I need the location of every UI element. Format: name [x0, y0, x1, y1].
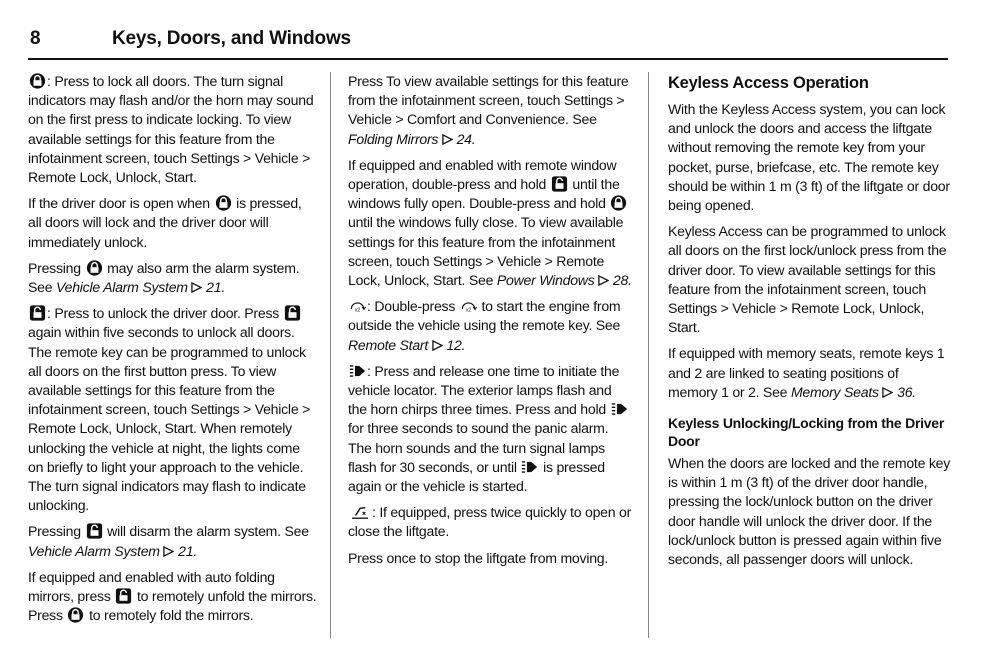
unlock-paragraph: : Press to unlock the driver door. Press again within five seconds to unlock all doors. The remote key can be programmed to unlock all doors on the first button press. To view available settings for this feature from the infotainment screen, touch Settings > Vehicle > Remote Lock, Unlock, Start. When remotely unlocking the vehicle at night, the lights come on briefly to light your approach to the vehicle. The turn signal indicators may flash to indicate unlocking.	[28, 305, 311, 514]
unlock-icon	[284, 305, 301, 321]
unlock-icon	[551, 176, 568, 192]
keyless-paragraph-1: With the Keyless Access system, you can lock and unlock the doors and access the liftgate without removing the remote key from your pocket, purse, briefcase, etc. The remote key should be within 1 m (3 ft) of the liftgate or door being opened.	[668, 101, 950, 214]
memory-seats-paragraph: If equipped with memory seats, remote keys 1 and 2 are linked to seating positions of memory 1 or 2. See Memory Seats 36.	[668, 345, 945, 400]
driver-door-paragraph: When the doors are locked and the remote key is within 1 m (3 ft) of the driver door handle, pressing the lock/unlock button on the driver door handle will unlock the driver door. If the lock/unlock button is pressed again within five seconds, all passenger doors will unlock.	[668, 455, 951, 568]
lock-icon	[86, 260, 103, 276]
remote-start-reference-link[interactable]: Remote Start	[348, 336, 429, 353]
mirror-settings-paragraph: Press To view available settings for this feature from the infotainment screen, touch Settings > Vehicle > Comfort and Convenience. See Folding Mirrors 24.	[348, 73, 629, 147]
lock-icon	[215, 195, 232, 211]
column-3	[668, 72, 950, 576]
page-header	[28, 26, 948, 60]
vehicle-locator-panic-icon	[349, 363, 366, 379]
vehicle-locator-panic-icon	[611, 401, 628, 417]
column-1	[28, 72, 318, 632]
page-reference-triangle-icon	[598, 275, 609, 286]
column-divider-2	[648, 72, 649, 638]
folding-mirrors-paragraph: If equipped and enabled with auto folding mirrors, press to remotely unfold the mirrors. Press to remotely fold the mirrors.	[28, 568, 317, 624]
alarm-reference-link[interactable]: Vehicle Alarm System	[56, 279, 188, 296]
lock-icon	[610, 195, 627, 211]
disarm-alarm-paragraph: Pressing will disarm the alarm system. See Vehicle Alarm System 21.	[28, 523, 309, 559]
folding-mirrors-reference-link[interactable]: Folding Mirrors	[348, 130, 439, 147]
chapter-title: Keys, Doors, and Windows	[112, 28, 351, 49]
subsection-heading: Keyless Unlocking/Locking from the Driver Door	[668, 415, 945, 450]
svg-text:x2: x2	[354, 307, 361, 314]
memory-seats-reference-link[interactable]: Memory Seats	[790, 383, 879, 400]
power-windows-reference-link[interactable]: Power Windows	[496, 272, 595, 289]
remote-start-icon	[460, 298, 477, 314]
unlock-icon	[29, 305, 46, 321]
driver-door-open-paragraph: If the driver door is open when is pressed, all doors will lock and the driver door will immediately unlock.	[28, 195, 302, 250]
liftgate-icon	[349, 504, 371, 520]
page-reference-triangle-icon	[442, 134, 453, 145]
vehicle-locator-paragraph: : Press and release one time to initiate the vehicle locator. The exterior lamps flash and the horn chirps three times. Press and hold for three seconds to sound the panic alarm. The horn sounds and the turn signal lamps flash for 30 seconds, or until is pressed again or the vehicle is started.	[348, 362, 632, 496]
liftgate-paragraph: : If equipped, press twice quickly to open or close the liftgate.	[348, 504, 632, 540]
liftgate-stop-paragraph: Press once to stop the liftgate from moving.	[348, 549, 609, 566]
vehicle-locator-panic-icon	[521, 459, 538, 475]
lock-icon	[29, 73, 46, 89]
page-reference-triangle-icon	[191, 282, 202, 293]
unlock-icon	[86, 523, 103, 539]
section-heading: Keyless Access Operation	[668, 74, 869, 92]
remote-window-paragraph: If equipped and enabled with remote window operation, double-press and hold until the windows fully open. Double-press and hold until the windows fully close. To view available settings for this feature from the infotainment screen, touch Settings > Vehicle > Remote Lock, Unlock, Start. See Power Windows 28.	[348, 156, 632, 289]
page-reference-triangle-icon	[432, 340, 443, 351]
remote-start-icon	[349, 298, 366, 314]
keyless-paragraph-2: Keyless Access can be programmed to unlock all doors on the first lock/unlock press from the driver door. To view available settings for this feature from the infotainment screen, touch Settings > Vehicle > Remote Lock, Unlock, Start.	[668, 223, 947, 336]
page-number: 8	[30, 28, 41, 49]
column-2	[348, 72, 632, 575]
lock-icon	[67, 607, 84, 623]
page-reference-triangle-icon	[882, 387, 893, 398]
arm-alarm-paragraph: Pressing may also arm the alarm system. See Vehicle Alarm System 21.	[28, 259, 300, 296]
unlock-icon	[115, 588, 132, 604]
svg-text:x2: x2	[465, 307, 471, 314]
alarm-reference-link[interactable]: Vehicle Alarm System	[28, 542, 160, 559]
remote-start-paragraph: x2 : Double-press x2 to start the engine from outside the vehicle using the remote key. See Remote Start 12.	[348, 298, 621, 353]
lock-paragraph: : Press to lock all doors. The turn signal indicators may flash and/or the horn may sound on the first press to indicate locking. To view available settings for this feature from the infotainment screen, touch Settings > Vehicle > Remote Lock, Unlock, Start.	[28, 73, 314, 186]
column-divider-1	[330, 72, 331, 638]
page-reference-triangle-icon	[163, 546, 174, 557]
